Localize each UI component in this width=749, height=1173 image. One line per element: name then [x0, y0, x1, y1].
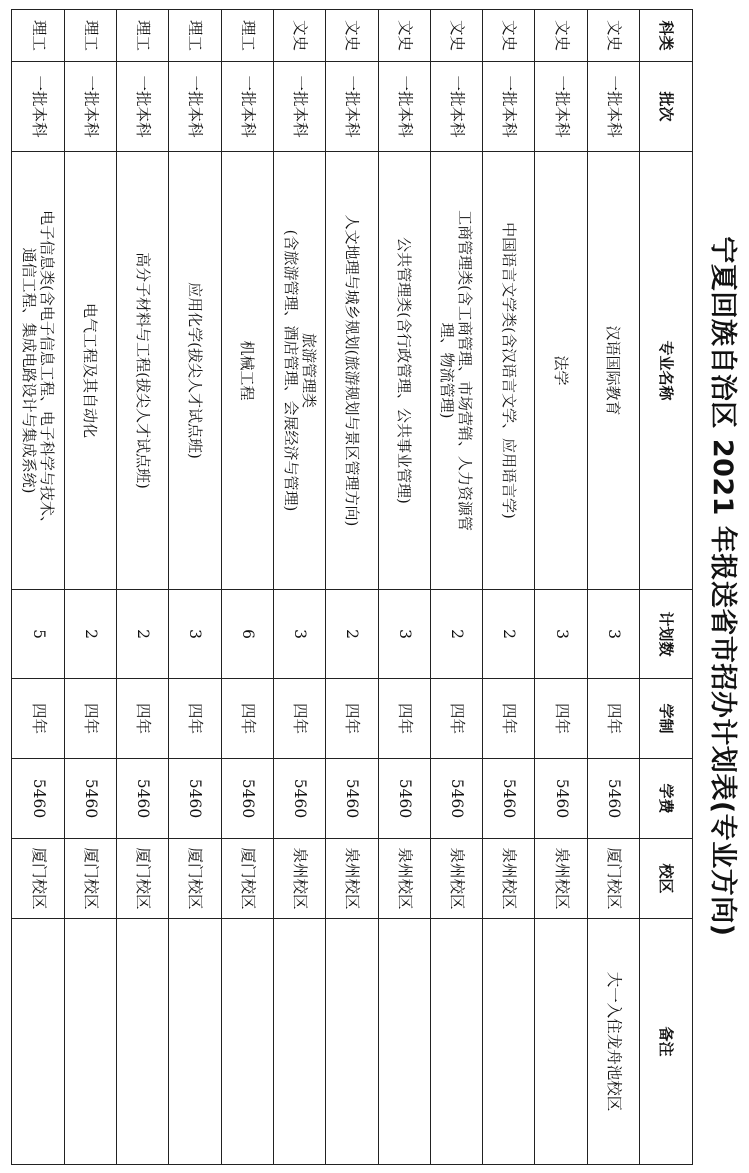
header-fee: 学费: [640, 759, 693, 839]
major-line: 公共管理类(含行政管理、公共事业管理): [395, 237, 414, 504]
cell-batch: 一批本科: [221, 62, 273, 152]
cell-plan: 2: [117, 590, 169, 679]
cell-note: 大一入住龙舟池校区: [587, 919, 639, 1165]
major-line: (含旅游管理、酒店管理、会展经济与管理): [281, 229, 300, 512]
cell-major: [12, 152, 64, 590]
cell-campus: 厦门校区: [12, 839, 64, 919]
table-row: [12, 10, 64, 1165]
table-body: [12, 10, 640, 1165]
cell-major: [378, 152, 430, 590]
cell-note: [12, 919, 64, 1165]
major-line: 理、物流管理): [438, 322, 457, 419]
cell-batch: 一批本科: [64, 62, 116, 152]
cell-duration: 四年: [378, 679, 430, 759]
cell-note: [430, 919, 482, 1165]
table-row: [535, 10, 587, 1165]
cell-campus: 厦门校区: [587, 839, 639, 919]
cell-plan: 2: [64, 590, 116, 679]
cell-plan: 5: [12, 590, 64, 679]
major-line: 旅游管理类: [299, 332, 318, 408]
page-title: 宁夏回族自治区 2021 年报送省市招办计划表(专业方向): [707, 236, 738, 937]
cell-note: [535, 919, 587, 1165]
cell-major: [483, 152, 535, 590]
cell-duration: 四年: [273, 679, 325, 759]
cell-duration: 四年: [483, 679, 535, 759]
cell-plan: 2: [483, 590, 535, 679]
header-batch: 批次: [640, 62, 693, 152]
table-row: [64, 10, 116, 1165]
major-line: 工商管理类(含工商管理、市场营销、人力资源管: [456, 210, 475, 531]
major-line: 人文地理与城乡规划(旅游规划与景区管理方向): [342, 214, 361, 527]
cell-major: [326, 152, 378, 590]
table-header-row: [640, 10, 693, 1165]
cell-batch: 一批本科: [273, 62, 325, 152]
cell-plan: 3: [169, 590, 221, 679]
cell-campus: 厦门校区: [64, 839, 116, 919]
cell-plan: 3: [273, 590, 325, 679]
enrollment-plan-table: [11, 9, 693, 1165]
cell-campus: 泉州校区: [430, 839, 482, 919]
cell-duration: 四年: [221, 679, 273, 759]
cell-note: [169, 919, 221, 1165]
header-major: 专业名称: [640, 152, 693, 590]
cell-plan: 6: [221, 590, 273, 679]
cell-category: 文史: [326, 10, 378, 62]
major-line: 机械工程: [238, 340, 257, 401]
cell-major: [535, 152, 587, 590]
cell-plan: 2: [430, 590, 482, 679]
cell-campus: 厦门校区: [221, 839, 273, 919]
cell-fee: 5460: [378, 759, 430, 839]
cell-note: [378, 919, 430, 1165]
cell-fee: 5460: [64, 759, 116, 839]
table-row: [483, 10, 535, 1165]
cell-fee: 5460: [535, 759, 587, 839]
table-row: [117, 10, 169, 1165]
cell-fee: 5460: [483, 759, 535, 839]
cell-duration: 四年: [117, 679, 169, 759]
cell-batch: 一批本科: [12, 62, 64, 152]
cell-batch: 一批本科: [587, 62, 639, 152]
cell-campus: 泉州校区: [326, 839, 378, 919]
major-line: 中国语言文学类(含汉语言文学、应用语言学): [499, 222, 518, 519]
cell-fee: 5460: [221, 759, 273, 839]
cell-batch: 一批本科: [326, 62, 378, 152]
major-line: 汉语国际教育: [604, 325, 623, 416]
major-line: 通信工程、集成电路设计与集成系统): [20, 247, 39, 494]
cell-note: [326, 919, 378, 1165]
cell-batch: 一批本科: [430, 62, 482, 152]
cell-category: 文史: [430, 10, 482, 62]
table-row: [221, 10, 273, 1165]
cell-note: [273, 919, 325, 1165]
cell-category: 理工: [64, 10, 116, 62]
cell-note: [483, 919, 535, 1165]
cell-fee: 5460: [12, 759, 64, 839]
cell-plan: 3: [535, 590, 587, 679]
cell-duration: 四年: [12, 679, 64, 759]
major-line: 电气工程及其自动化: [81, 302, 100, 438]
cell-campus: 泉州校区: [535, 839, 587, 919]
cell-campus: 泉州校区: [273, 839, 325, 919]
cell-batch: 一批本科: [378, 62, 430, 152]
table-row: [430, 10, 482, 1165]
cell-batch: 一批本科: [535, 62, 587, 152]
cell-major: [64, 152, 116, 590]
table-row: [587, 10, 639, 1165]
cell-major: [273, 152, 325, 590]
cell-duration: 四年: [64, 679, 116, 759]
cell-campus: 厦门校区: [169, 839, 221, 919]
cell-duration: 四年: [326, 679, 378, 759]
table-row: [273, 10, 325, 1165]
cell-duration: 四年: [430, 679, 482, 759]
cell-plan: 2: [326, 590, 378, 679]
cell-category: 文史: [587, 10, 639, 62]
cell-category: 理工: [117, 10, 169, 62]
header-category: 科类: [640, 10, 693, 62]
cell-duration: 四年: [535, 679, 587, 759]
cell-campus: 泉州校区: [378, 839, 430, 919]
cell-major: [587, 152, 639, 590]
cell-fee: 5460: [273, 759, 325, 839]
cell-campus: 泉州校区: [483, 839, 535, 919]
table-row: [378, 10, 430, 1165]
cell-category: 文史: [378, 10, 430, 62]
cell-note: [221, 919, 273, 1165]
cell-campus: 厦门校区: [117, 839, 169, 919]
cell-fee: 5460: [169, 759, 221, 839]
major-line: 高分子材料与工程(拔尖人才试点班): [133, 252, 152, 489]
cell-category: 文史: [535, 10, 587, 62]
major-line: 应用化学(拔尖人才试点班): [185, 282, 204, 459]
table-row: [169, 10, 221, 1165]
cell-fee: 5460: [326, 759, 378, 839]
cell-major: [430, 152, 482, 590]
cell-fee: 5460: [430, 759, 482, 839]
cell-plan: 3: [587, 590, 639, 679]
major-line: 电子信息类(含电子信息工程、电子科学与技术、: [38, 210, 57, 531]
cell-note: [64, 919, 116, 1165]
cell-batch: 一批本科: [169, 62, 221, 152]
cell-duration: 四年: [169, 679, 221, 759]
cell-category: 理工: [169, 10, 221, 62]
header-campus: 校区: [640, 839, 693, 919]
cell-batch: 一批本科: [117, 62, 169, 152]
header-note: 备注: [640, 919, 693, 1165]
cell-plan: 3: [378, 590, 430, 679]
cell-note: [117, 919, 169, 1165]
cell-duration: 四年: [587, 679, 639, 759]
header-plan: 计划数: [640, 590, 693, 679]
table-row: [326, 10, 378, 1165]
header-duration: 学制: [640, 679, 693, 759]
cell-category: 理工: [221, 10, 273, 62]
cell-major: [117, 152, 169, 590]
cell-fee: 5460: [117, 759, 169, 839]
cell-fee: 5460: [587, 759, 639, 839]
cell-category: 理工: [12, 10, 64, 62]
major-line: 法学: [552, 355, 571, 386]
cell-major: [221, 152, 273, 590]
cell-major: [169, 152, 221, 590]
cell-batch: 一批本科: [483, 62, 535, 152]
cell-category: 文史: [483, 10, 535, 62]
cell-category: 文史: [273, 10, 325, 62]
